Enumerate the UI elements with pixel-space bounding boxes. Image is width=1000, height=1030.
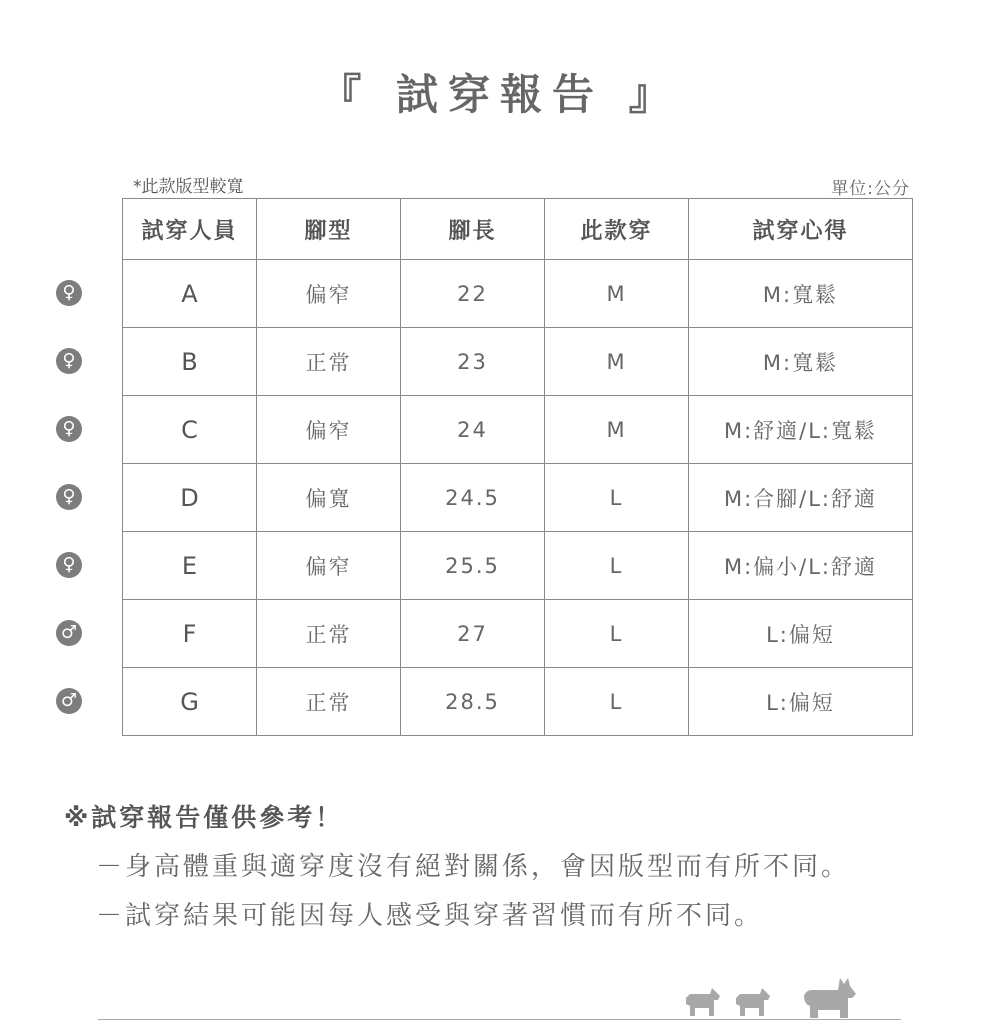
- table-row: [123, 532, 913, 600]
- cell-foot-type: 偏窄: [257, 532, 401, 600]
- female-icon: ♀: [56, 280, 82, 306]
- cell-size-worn: M: [545, 396, 689, 464]
- cell-size-worn: M: [545, 328, 689, 396]
- table-row: [123, 600, 913, 668]
- cell-comment: M:寬鬆: [689, 328, 913, 396]
- cell-comment: M:合腳/L:舒適: [689, 464, 913, 532]
- cell-foot-length: 22: [401, 260, 545, 328]
- cell-foot-length: 23: [401, 328, 545, 396]
- fit-note: *此款版型較寬: [133, 177, 244, 197]
- cell-size-worn: L: [545, 464, 689, 532]
- footer-divider: [98, 1019, 901, 1020]
- unit-label: 單位:公分: [831, 179, 910, 199]
- header-comment: 試穿心得: [689, 199, 913, 260]
- remarks-title: ※試穿報告僅供參考！: [64, 803, 344, 832]
- cell-tester: G: [123, 668, 257, 736]
- remark-line-2: －試穿結果可能因每人感受與穿著習慣而有所不同。: [96, 901, 764, 931]
- header-foot-type: 腳型: [257, 199, 401, 260]
- cell-comment: L:偏短: [689, 668, 913, 736]
- male-icon: ♂: [56, 620, 82, 646]
- cell-foot-length: 28.5: [401, 668, 545, 736]
- cell-tester: C: [123, 396, 257, 464]
- cell-foot-length: 27: [401, 600, 545, 668]
- header-size-worn: 此款穿: [545, 199, 689, 260]
- page-title: 『 試穿報告 』: [319, 70, 681, 119]
- female-icon: ♀: [56, 348, 82, 374]
- table-header-row: [123, 199, 913, 260]
- cell-size-worn: L: [545, 668, 689, 736]
- cell-tester: F: [123, 600, 257, 668]
- cell-foot-type: 正常: [257, 328, 401, 396]
- table-row: [123, 396, 913, 464]
- female-icon: ♀: [56, 416, 82, 442]
- cell-comment: L:偏短: [689, 600, 913, 668]
- male-icon: ♂: [56, 688, 82, 714]
- table-row: [123, 260, 913, 328]
- cell-size-worn: L: [545, 600, 689, 668]
- table-row: [123, 328, 913, 396]
- cell-comment: M:舒適/L:寬鬆: [689, 396, 913, 464]
- cell-tester: D: [123, 464, 257, 532]
- cell-size-worn: L: [545, 532, 689, 600]
- small-dog-icon-1: [686, 988, 720, 1016]
- cell-comment: M:寬鬆: [689, 260, 913, 328]
- table-row: [123, 464, 913, 532]
- header-foot-length: 腳長: [401, 199, 545, 260]
- female-icon: ♀: [56, 484, 82, 510]
- cell-foot-type: 偏窄: [257, 260, 401, 328]
- cell-tester: A: [123, 260, 257, 328]
- table-row: [123, 668, 913, 736]
- cell-foot-length: 24.5: [401, 464, 545, 532]
- cell-tester: E: [123, 532, 257, 600]
- fitting-report-table: [122, 198, 913, 736]
- cell-foot-type: 正常: [257, 600, 401, 668]
- cell-foot-type: 偏寬: [257, 464, 401, 532]
- cell-foot-length: 24: [401, 396, 545, 464]
- remark-line-1: －身高體重與適穿度沒有絕對關係，會因版型而有所不同。: [96, 852, 851, 882]
- cell-tester: B: [123, 328, 257, 396]
- large-dog-icon: [804, 978, 856, 1018]
- cell-foot-length: 25.5: [401, 532, 545, 600]
- cell-foot-type: 偏窄: [257, 396, 401, 464]
- female-icon: ♀: [56, 552, 82, 578]
- cell-comment: M:偏小/L:舒適: [689, 532, 913, 600]
- cell-foot-type: 正常: [257, 668, 401, 736]
- header-tester: 試穿人員: [123, 199, 257, 260]
- cell-size-worn: M: [545, 260, 689, 328]
- small-dog-icon-2: [736, 988, 770, 1016]
